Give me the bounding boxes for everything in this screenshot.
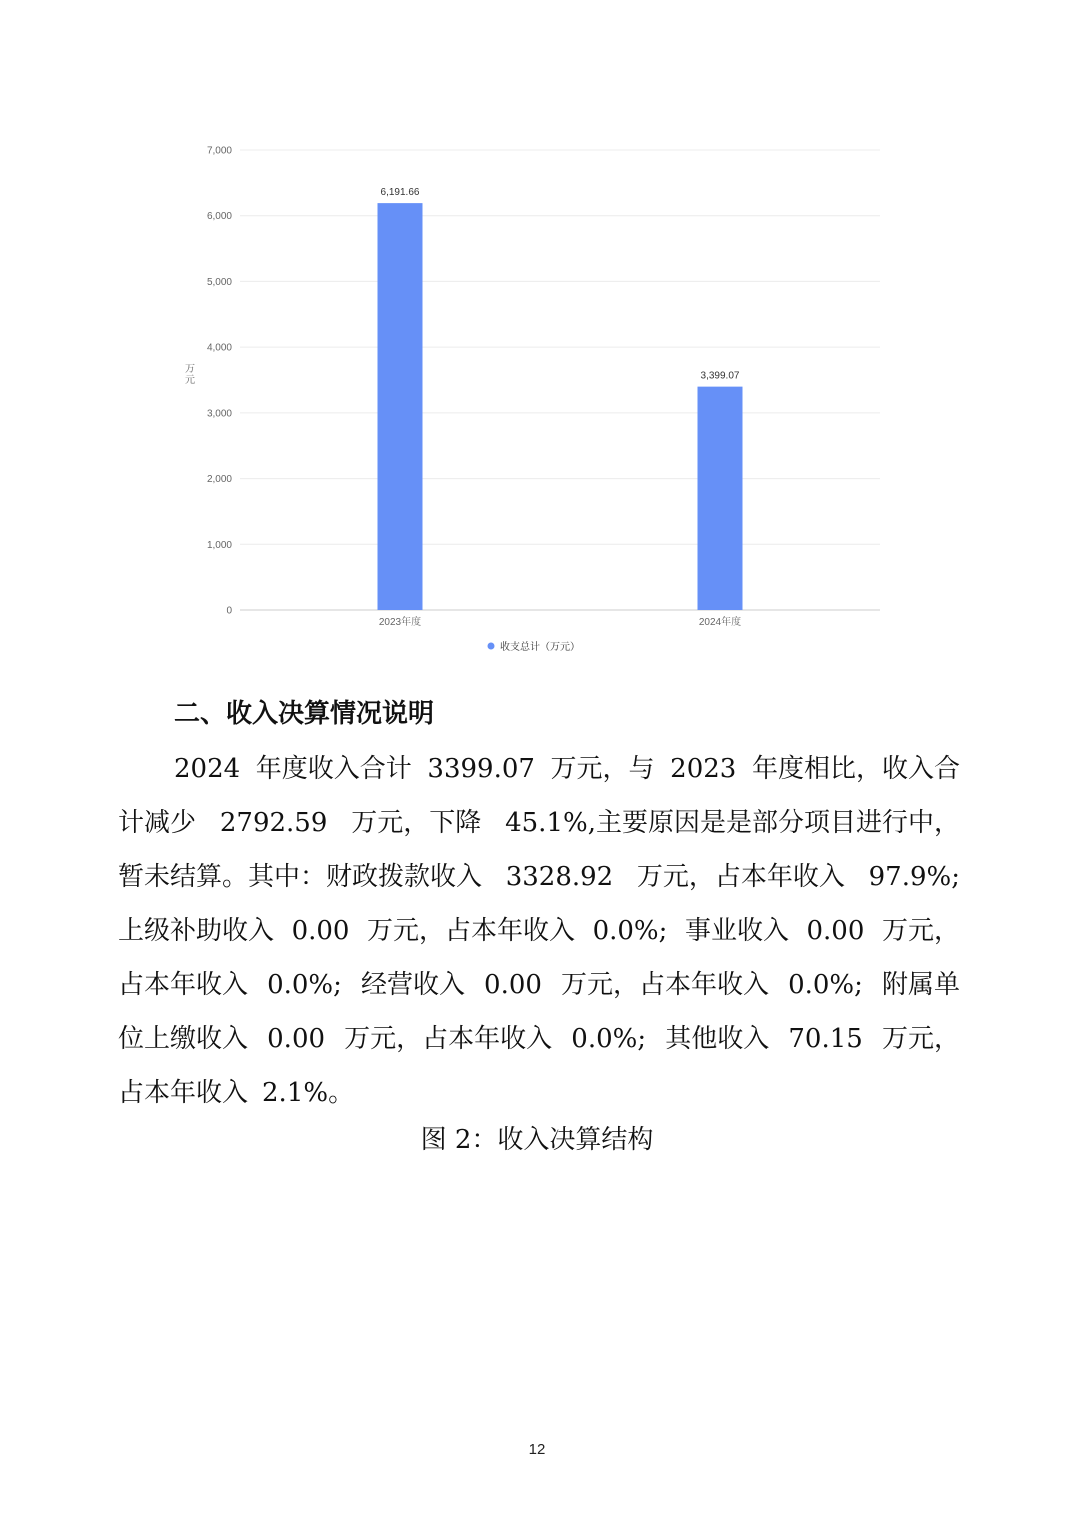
text-segment: 其他收入 (665, 1024, 770, 1054)
data-label: 6,191.66 (380, 187, 420, 199)
text-segment: 97.9%; (868, 862, 960, 892)
text-segment: 占本年收入 (118, 1078, 249, 1108)
paragraph-line (118, 1012, 960, 1066)
text-segment: 暂未结算。其中：财政拨款收入 (118, 862, 483, 892)
income-explanation-paragraph (118, 742, 960, 1120)
data-label: 3,399.07 (700, 370, 740, 382)
text-segment: 3399.07 (427, 754, 535, 784)
text-segment: 2.1%。 (262, 1078, 355, 1108)
y-tick-label: 1,000 (206, 539, 232, 551)
x-tick-label: 2023年度 (378, 617, 422, 628)
bar (378, 203, 423, 610)
bars (378, 203, 743, 610)
text-segment: 0.0%; (267, 970, 342, 1000)
text-segment: 占本年收入 (118, 970, 249, 1000)
y-tick-label: 5,000 (206, 276, 232, 288)
paragraph-line (118, 1066, 960, 1120)
y-axis-ticks (207, 146, 232, 617)
figure-caption: 图 2：收入决算结构 (420, 1125, 654, 1155)
y-tick-label: 3,000 (206, 408, 232, 420)
text-segment: 0.00 (806, 916, 865, 946)
text-segment: 万元，占本年收入 (367, 916, 576, 946)
legend-marker (488, 643, 495, 650)
text-segment: 0.00 (484, 970, 542, 1000)
y-axis-label-char: 万 (185, 364, 195, 375)
text-segment: 经营收入 (360, 970, 465, 1000)
x-axis-ticks (379, 615, 741, 628)
text-segment: 年度相比，收入合 (751, 754, 960, 784)
text-segment: 万元，占本年收入 (344, 1024, 553, 1054)
x-tick-label: 2024年度 (698, 617, 742, 628)
data-labels (381, 187, 740, 382)
section-heading: 二、收入决算情况说明 (174, 699, 435, 729)
text-segment: 70.15 (788, 1024, 863, 1054)
text-segment: 万元，占本年收入 (636, 862, 845, 892)
page-number: 12 (528, 1441, 546, 1458)
y-tick-label: 6,000 (206, 211, 232, 223)
text-segment: 3328.92 (505, 862, 614, 892)
y-tick-label: 2,000 (206, 474, 232, 486)
text-segment: 万元， (881, 916, 960, 946)
paragraph-line (118, 904, 960, 958)
chart-gridlines (240, 150, 880, 544)
y-axis-label (185, 363, 195, 386)
text-segment: 0.00 (291, 916, 350, 946)
text-segment: 万元，与 (550, 754, 655, 784)
text-segment: 上级补助收入 (118, 916, 275, 946)
text-segment: 事业收入 (684, 916, 789, 946)
text-segment: 计减少 (118, 808, 197, 838)
text-segment: 万元， (881, 1024, 960, 1054)
text-segment: 万元，下降 (351, 808, 482, 838)
text-segment: 位上缴收入 (118, 1024, 249, 1054)
legend-label: 收支总计（万元） (500, 642, 580, 653)
text-segment: 0.0%; (788, 970, 863, 1000)
y-tick-label: 7,000 (206, 145, 232, 157)
text-segment: 45.1%,主要原因是是部分项目进行中， (505, 808, 960, 838)
text-segment: 2023 (670, 754, 737, 784)
y-tick-label: 0 (226, 605, 232, 617)
text-segment: 2792.59 (219, 808, 328, 838)
text-segment: 附属单 (881, 970, 960, 1000)
text-segment: 0.00 (267, 1024, 326, 1054)
text-segment: 0.0%; (592, 916, 668, 946)
paragraph-line (118, 958, 960, 1012)
y-tick-label: 4,000 (206, 342, 232, 354)
text-segment: 0.0%; (571, 1024, 647, 1054)
legend[interactable] (488, 640, 581, 653)
bar (698, 387, 743, 610)
spacer (248, 1066, 262, 1120)
text-segment: 2024 (174, 754, 241, 784)
text-segment: 万元，占本年收入 (561, 970, 770, 1000)
paragraph-line (118, 742, 960, 796)
income-bar-chart (0, 0, 1074, 670)
text-segment: 年度收入合计 (255, 754, 412, 784)
paragraph-line (118, 796, 960, 850)
paragraph-line (118, 850, 960, 904)
y-axis-label-char: 元 (185, 375, 195, 386)
